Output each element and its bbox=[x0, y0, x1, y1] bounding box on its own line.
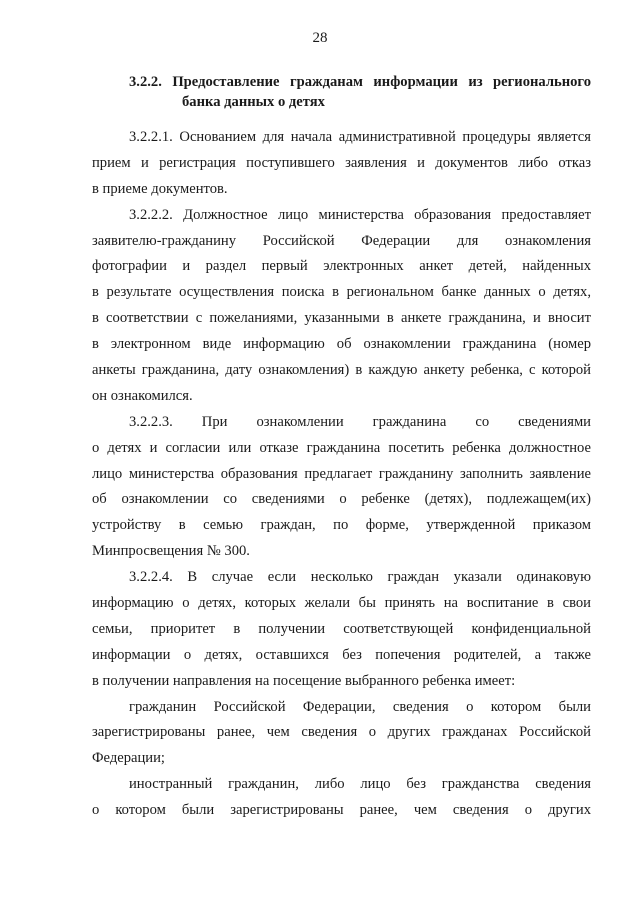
text-line: лицо министерства образования предлагает гражданину заполнить заявление bbox=[92, 465, 591, 482]
text-line: 3.2.2.4. В случае если несколько граждан указали одинаковую bbox=[129, 569, 591, 586]
text-line: в электронном виде информацию об ознакомлении гражданина (номер bbox=[92, 336, 591, 353]
page-number: 28 bbox=[312, 30, 328, 46]
text-line: он ознакомился. bbox=[92, 387, 193, 404]
text-line: в приеме документов. bbox=[92, 180, 228, 197]
text-line: в результате осуществления поиска в региональном банке данных о детях, bbox=[92, 284, 591, 301]
text-line: о детях и согласии или отказе гражданина посетить ребенка должностное bbox=[92, 439, 591, 456]
text-line: об ознакомлении со сведениями о ребенке (детях), подлежащем(их) bbox=[92, 491, 591, 508]
section-heading-line-2: банка данных о детях bbox=[182, 94, 325, 110]
text-line: гражданин Российской Федерации, сведения о котором были bbox=[129, 698, 591, 715]
paragraph-3-2-2-1 bbox=[92, 125, 591, 203]
text-line: информацию о детях, которых желали бы принять на воспитание в свои bbox=[92, 595, 591, 612]
paragraph-3-2-2-2 bbox=[92, 203, 591, 410]
section-heading-line-1 bbox=[129, 72, 591, 92]
text-line: 3.2.2.1. Основанием для начала административной процедуры является bbox=[129, 129, 591, 145]
text-line: зарегистрированы ранее, чем сведения о других гражданах Российской bbox=[92, 724, 591, 741]
text-line: в соответствии с пожеланиями, указанными в анкете гражданина, и вносит bbox=[92, 310, 591, 327]
text-line: устройству в семью граждан, по форме, утвержденной приказом bbox=[92, 517, 591, 534]
text-line: в получении направления на посещение выбранного ребенка имеет: bbox=[92, 672, 516, 689]
text-line: 3.2.2.2. Должностное лицо министерства образования предоставляет bbox=[129, 206, 591, 223]
section-heading bbox=[129, 72, 591, 112]
text-line: анкеты гражданина, дату ознакомления) в каждую анкету ребенка, с которой bbox=[92, 362, 591, 379]
text-line: 3.2.2.3. При ознакомлении гражданина со сведениями bbox=[129, 413, 591, 430]
text-line: Минпросвещения № 300. bbox=[92, 543, 250, 560]
list-item-russian-citizen bbox=[92, 695, 591, 773]
list-item-foreign-citizen bbox=[92, 772, 591, 824]
paragraph-3-2-2-4 bbox=[92, 565, 591, 694]
text-line: информации о детях, оставшихся без попечения родителей, а также bbox=[92, 646, 591, 663]
document-body bbox=[92, 125, 591, 824]
text-line: заявителю-гражданину Российской Федерации для ознакомления bbox=[92, 232, 591, 249]
text-line: о котором были зарегистрированы ранее, чем сведения о других bbox=[92, 802, 591, 819]
text-line: Федерации; bbox=[92, 750, 165, 767]
section-title-part-1: Предоставление гражданам информации из регионального bbox=[172, 74, 591, 90]
text-line: фотографии и раздел первый электронных анкет детей, найденных bbox=[92, 258, 591, 275]
text-line: иностранный гражданин, либо лицо без гражданства сведения bbox=[129, 776, 591, 793]
text-line: прием и регистрация поступившего заявления и документов либо отказ bbox=[92, 154, 591, 171]
text-line: семьи, приоритет в получении соответствующей конфиденциальной bbox=[92, 620, 591, 637]
section-number: 3.2.2. bbox=[129, 74, 162, 90]
paragraph-3-2-2-3 bbox=[92, 410, 591, 565]
